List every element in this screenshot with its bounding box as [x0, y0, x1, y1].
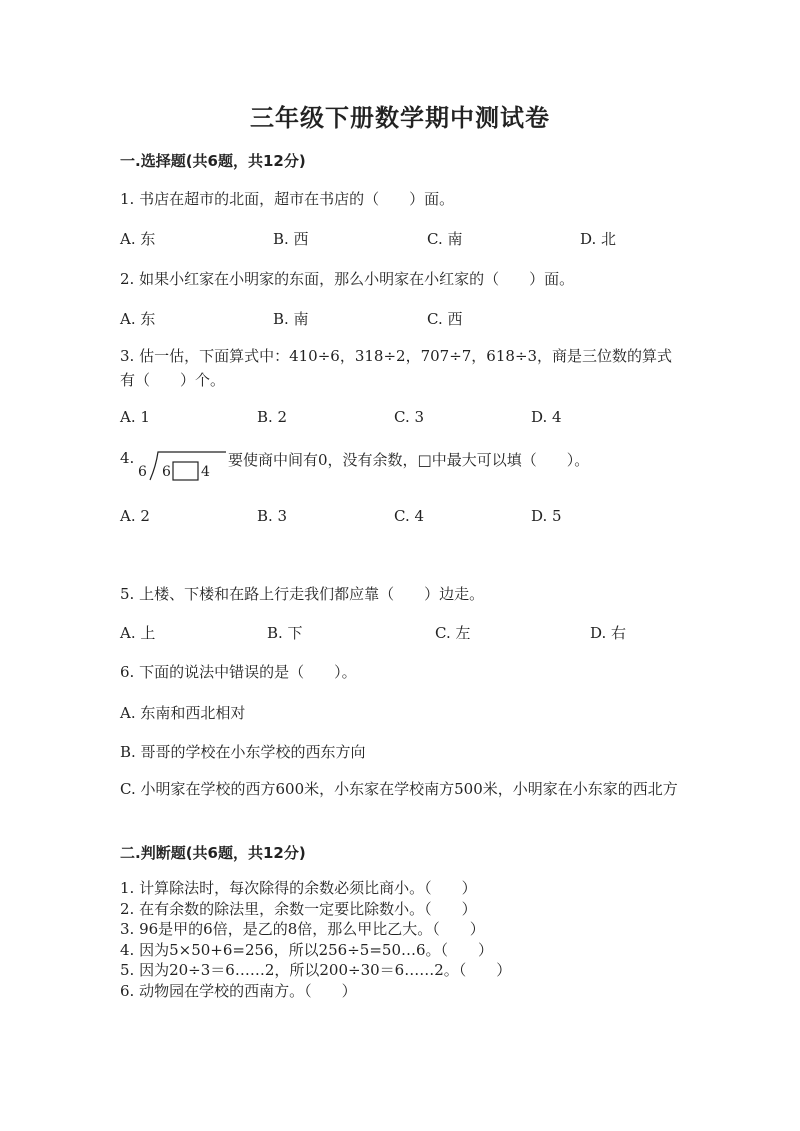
q1-option-a[interactable]: A. 东 — [120, 230, 156, 248]
q4-option-d[interactable]: D. 5 — [531, 507, 562, 525]
q5-option-d[interactable]: D. 右 — [590, 624, 627, 642]
long-division-figure — [136, 446, 228, 484]
judgement-item: 4. 因为5×50+6=256，所以256÷5=50…6。（ ） — [120, 940, 494, 959]
page-title: 三年级下册数学期中测试卷 — [250, 103, 550, 132]
q5-option-b[interactable]: B. 下 — [267, 624, 303, 642]
question-4-number: 4. — [120, 449, 135, 467]
q5-option-a[interactable]: A. 上 — [120, 624, 156, 642]
section-heading-judgement: 二.判断题(共6题，共12分) — [120, 844, 306, 862]
q1-option-c[interactable]: C. 南 — [427, 230, 463, 248]
q1-option-b[interactable]: B. 西 — [273, 230, 309, 248]
q2-option-b[interactable]: B. 南 — [273, 310, 309, 328]
dividend-right-digit: 4 — [201, 464, 210, 480]
q5-option-c[interactable]: C. 左 — [435, 624, 471, 642]
judgement-item: 3. 96是甲的6倍，是乙的8倍，那么甲比乙大。（ ） — [120, 920, 485, 938]
q3-option-b[interactable]: B. 2 — [257, 408, 288, 426]
question-3: 3. 估一估，下面算式中：410÷6，318÷2，707÷7，618÷3，商是三位数的算式有（ ）个。 — [120, 347, 673, 389]
q3-option-d[interactable]: D. 4 — [531, 408, 562, 426]
judgement-item: 2. 在有余数的除法里，余数一定要比除数小。（ ） — [120, 899, 477, 918]
judgement-list — [120, 878, 511, 1001]
question-2: 2. 如果小红家在小明家的东面，那么小明家在小红家的（ ）面。 — [120, 270, 575, 288]
question-6: 6. 下面的说法中错误的是（ ）。 — [120, 663, 357, 681]
question-5: 5. 上楼、下楼和在路上行走我们都应靠（ ）边走。 — [120, 585, 485, 603]
q2-option-a[interactable]: A. 东 — [120, 310, 156, 328]
q1-option-d[interactable]: D. 北 — [580, 230, 617, 248]
blank-box — [173, 462, 198, 480]
judgement-item: 6. 动物园在学校的西南方。（ ） — [120, 981, 357, 1000]
q6-option-a[interactable]: A. 东南和西北相对 — [120, 704, 246, 722]
judgement-item: 5. 因为20÷3＝6……2，所以200÷30＝6……2。（ ） — [120, 961, 512, 979]
judgement-item: 1. 计算除法时，每次除得的余数必须比商小。（ ） — [120, 879, 477, 897]
divisor: 6 — [138, 464, 147, 480]
section-heading-choice: 一.选择题(共6题，共12分) — [120, 152, 306, 170]
q3-option-c[interactable]: C. 3 — [394, 408, 425, 426]
q4-option-b[interactable]: B. 3 — [257, 507, 288, 525]
q3-option-a[interactable]: A. 1 — [120, 408, 150, 426]
question-1: 1. 书店在超市的北面，超市在书店的（ ）面。 — [120, 190, 455, 208]
dividend-left-digit: 6 — [162, 464, 171, 480]
question-4: 要使商中间有0，没有余数，□中最大可以填（ ）。 — [228, 451, 590, 469]
q6-option-b[interactable]: B. 哥哥的学校在小东学校的西东方向 — [120, 743, 366, 761]
q4-option-c[interactable]: C. 4 — [394, 507, 425, 525]
q2-option-c[interactable]: C. 西 — [427, 310, 463, 328]
q6-option-c[interactable]: C. 小明家在学校的西方600米，小东家在学校南方500米，小明家在小东家的西北方 — [120, 780, 678, 798]
q4-option-a[interactable]: A. 2 — [120, 507, 150, 525]
